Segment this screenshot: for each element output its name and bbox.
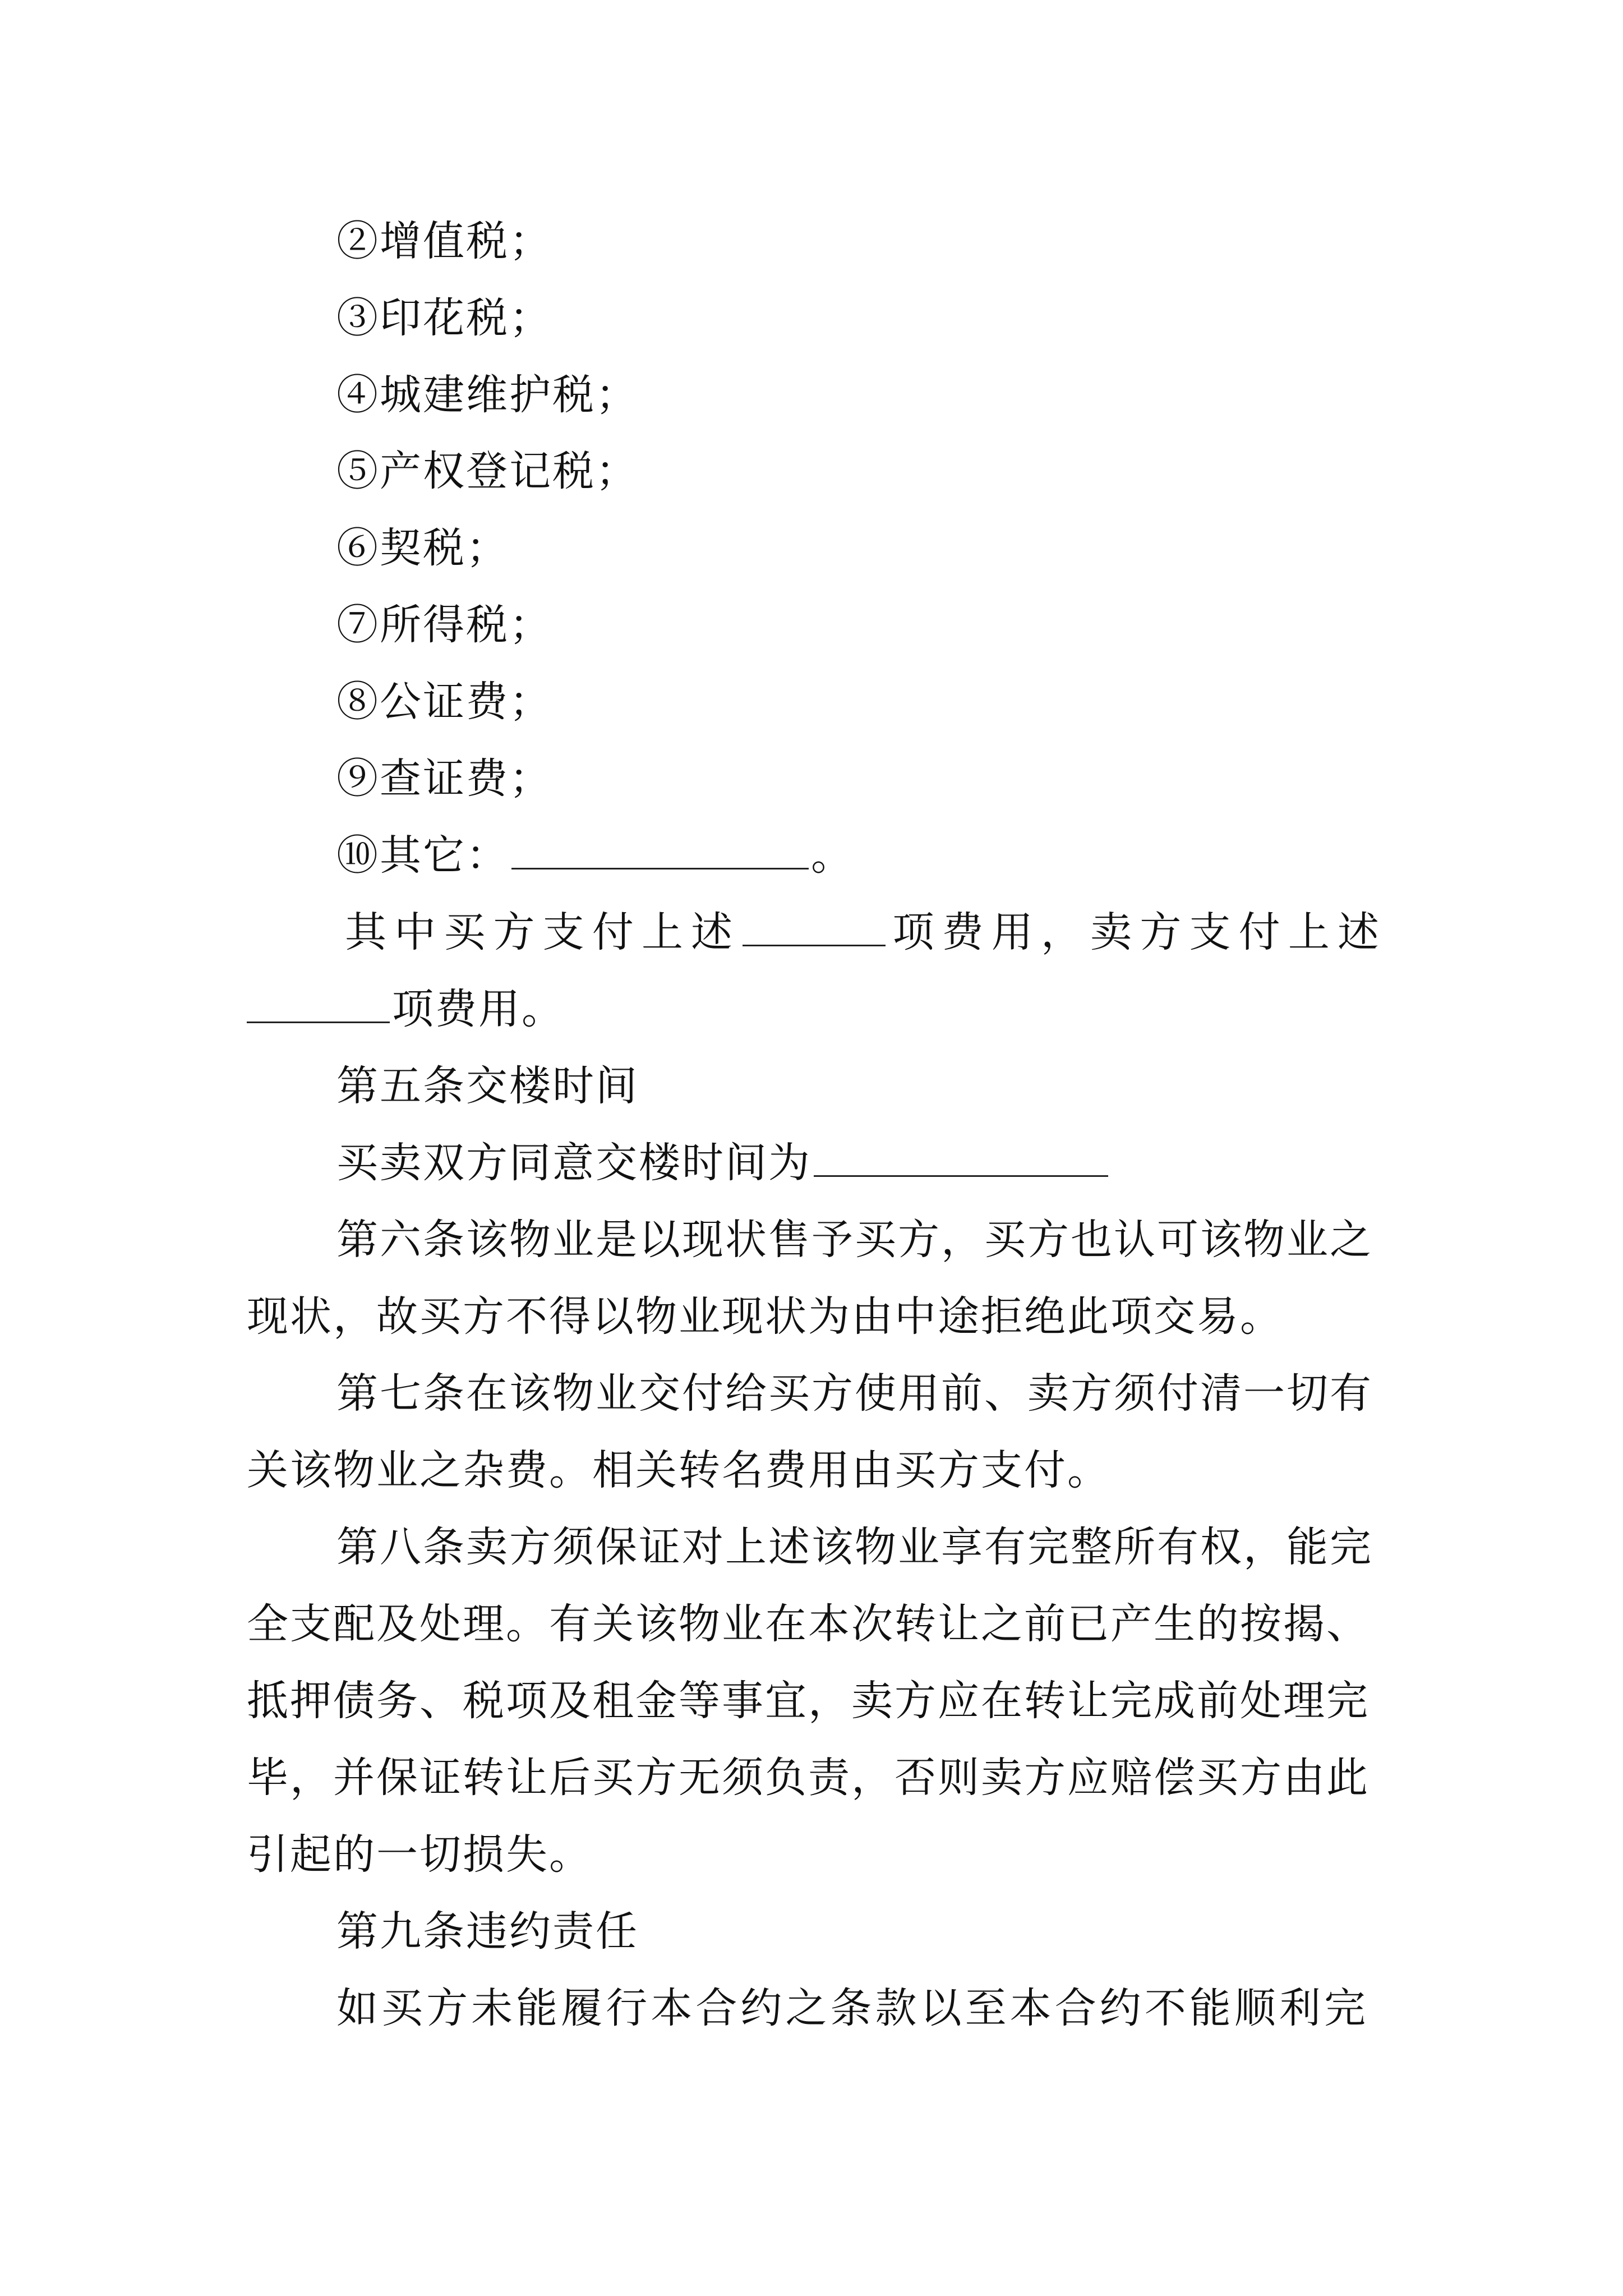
tax-item-other <box>336 827 854 884</box>
tax-item-title-registration: ⑤产权登记税； <box>336 447 639 495</box>
other-blank[interactable] <box>511 829 809 869</box>
article7-line-2: 关该物业之杂费。相关转名费用由买方支付。 <box>247 1446 1110 1494</box>
article8-line-2: 全支配及处理。有关该物业在本次转让之前已产生的按揭、 <box>247 1600 1370 1648</box>
article8-line-1: 第八条卖方须保证对上述该物业享有完整所有权，能完 <box>336 1523 1373 1571</box>
article8-line-4: 毕，并保证转让后买方无须负责，否则卖方应赔偿买方由此 <box>247 1754 1370 1802</box>
tax-item-urban-maintenance: ④城建维护税； <box>336 371 639 419</box>
article8-line-3: 抵押债务、税项及租金等事宜，卖方应在转让完成前处理完 <box>247 1677 1370 1725</box>
tax-item-deed: ⑥契税； <box>336 524 509 572</box>
other-suffix: 。 <box>811 831 854 880</box>
tax-item-notary: ⑧公证费； <box>336 678 552 726</box>
seller-items-blank[interactable] <box>247 982 390 1023</box>
payment-seller-suffix: 项费用。 <box>392 985 565 1033</box>
payment-seller-text: 项费用，卖方支付上述 <box>888 908 1383 956</box>
article8-line-5: 引起的一切损失。 <box>247 1830 592 1879</box>
payment-line-1 <box>345 904 1382 960</box>
payment-line-2 <box>247 981 565 1037</box>
handover-date-blank[interactable] <box>814 1136 1108 1177</box>
article5-title: 第五条交楼时间 <box>336 1062 639 1110</box>
handover-text: 买卖双方同意交楼时间为 <box>336 1139 811 1187</box>
article5-body <box>336 1135 1110 1191</box>
article9-title: 第九条违约责任 <box>336 1907 639 1955</box>
article9-body: 如买方未能履行本合约之条款以至本合约不能顺利完 <box>336 1984 1367 2032</box>
article6-line-1: 第六条该物业是以现状售予买方，买方也认可该物业之 <box>336 1216 1373 1264</box>
tax-item-vat: ②增值税； <box>336 217 552 265</box>
tax-item-verification: ⑨查证费； <box>336 754 552 803</box>
buyer-items-blank[interactable] <box>743 905 886 946</box>
article6-line-2: 现状，故买方不得以物业现状为由中途拒绝此项交易。 <box>247 1292 1283 1341</box>
payment-buyer-text: 其中买方支付上述 <box>345 908 741 956</box>
other-label: ⑩其它： <box>336 831 509 880</box>
article7-line-1: 第七条在该物业交付给买方使用前、卖方须付清一切有 <box>336 1369 1373 1418</box>
tax-item-income: ⑦所得税； <box>336 601 552 649</box>
tax-item-stamp: ③印花税； <box>336 294 552 342</box>
